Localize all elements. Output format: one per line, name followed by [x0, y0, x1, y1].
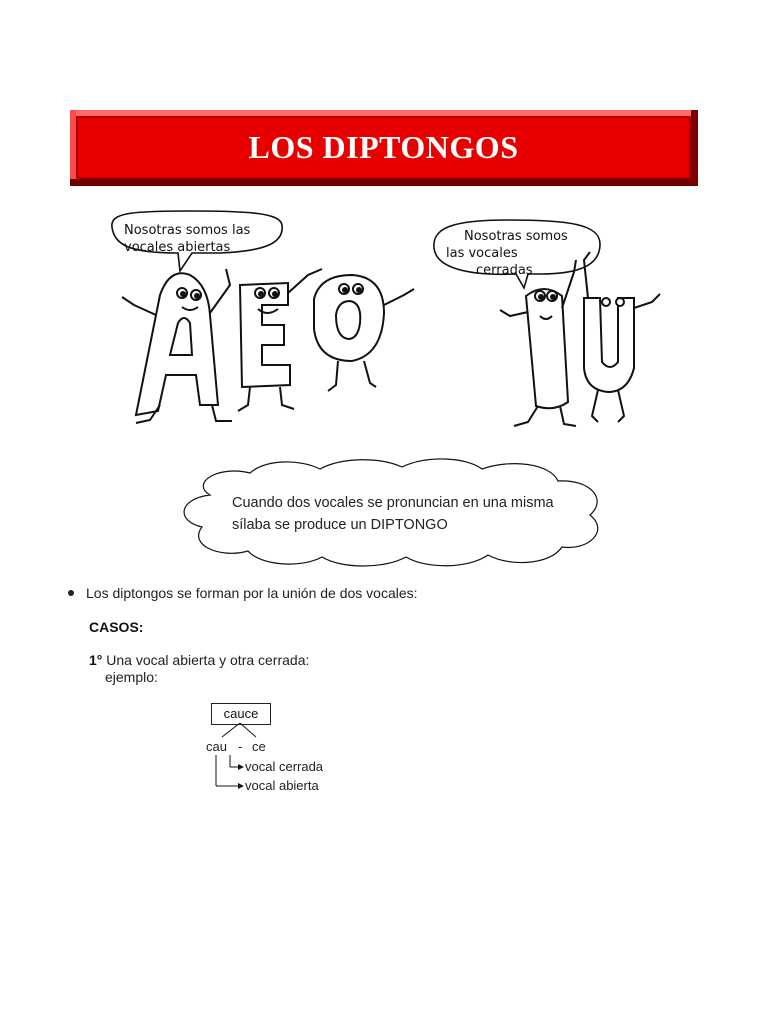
example-syllable-1: cau [206, 739, 227, 754]
case-1 [89, 652, 309, 686]
letter-o-character [314, 275, 414, 391]
case-1-number: 1° [89, 652, 103, 668]
speech-right-line3: cerradas [476, 263, 533, 278]
speech-left-line1: Nosotras somos las [124, 223, 251, 238]
bullet-icon [68, 590, 74, 596]
example-dash: - [238, 739, 243, 754]
vocal-cerrada-label: vocal cerrada [245, 759, 324, 774]
vocal-abierta-label: vocal abierta [245, 778, 319, 793]
speech-right-line1: Nosotras somos [464, 229, 568, 244]
speech-right-line2: las vocales [446, 246, 518, 261]
bullet-text: Los diptongos se forman por la unión de dos vocales: [86, 585, 418, 601]
letter-i-character [500, 260, 576, 426]
example-word-box: cauce [211, 703, 271, 725]
bullet-item [68, 585, 418, 601]
speech-text-right [446, 228, 568, 279]
letter-e-character [238, 269, 322, 411]
title-banner [70, 110, 698, 186]
speech-text-left [124, 222, 250, 256]
speech-left-line2: vocales abiertas [124, 240, 231, 255]
definition-line1: Cuando dos vocales se pronuncian en una misma [232, 495, 554, 511]
casos-heading: CASOS: [89, 619, 144, 635]
definition-line2: sílaba se produce un DIPTONGO [232, 517, 448, 533]
case-1-example-label: ejemplo: [105, 669, 158, 685]
letter-a-character [122, 269, 232, 423]
letter-u-character [584, 252, 660, 422]
definition-text [232, 492, 592, 536]
case-1-text: Una vocal abierta y otra cerrada: [106, 652, 310, 668]
example-syllable-2: ce [252, 739, 266, 754]
page-title: LOS DIPTONGOS [248, 129, 519, 165]
